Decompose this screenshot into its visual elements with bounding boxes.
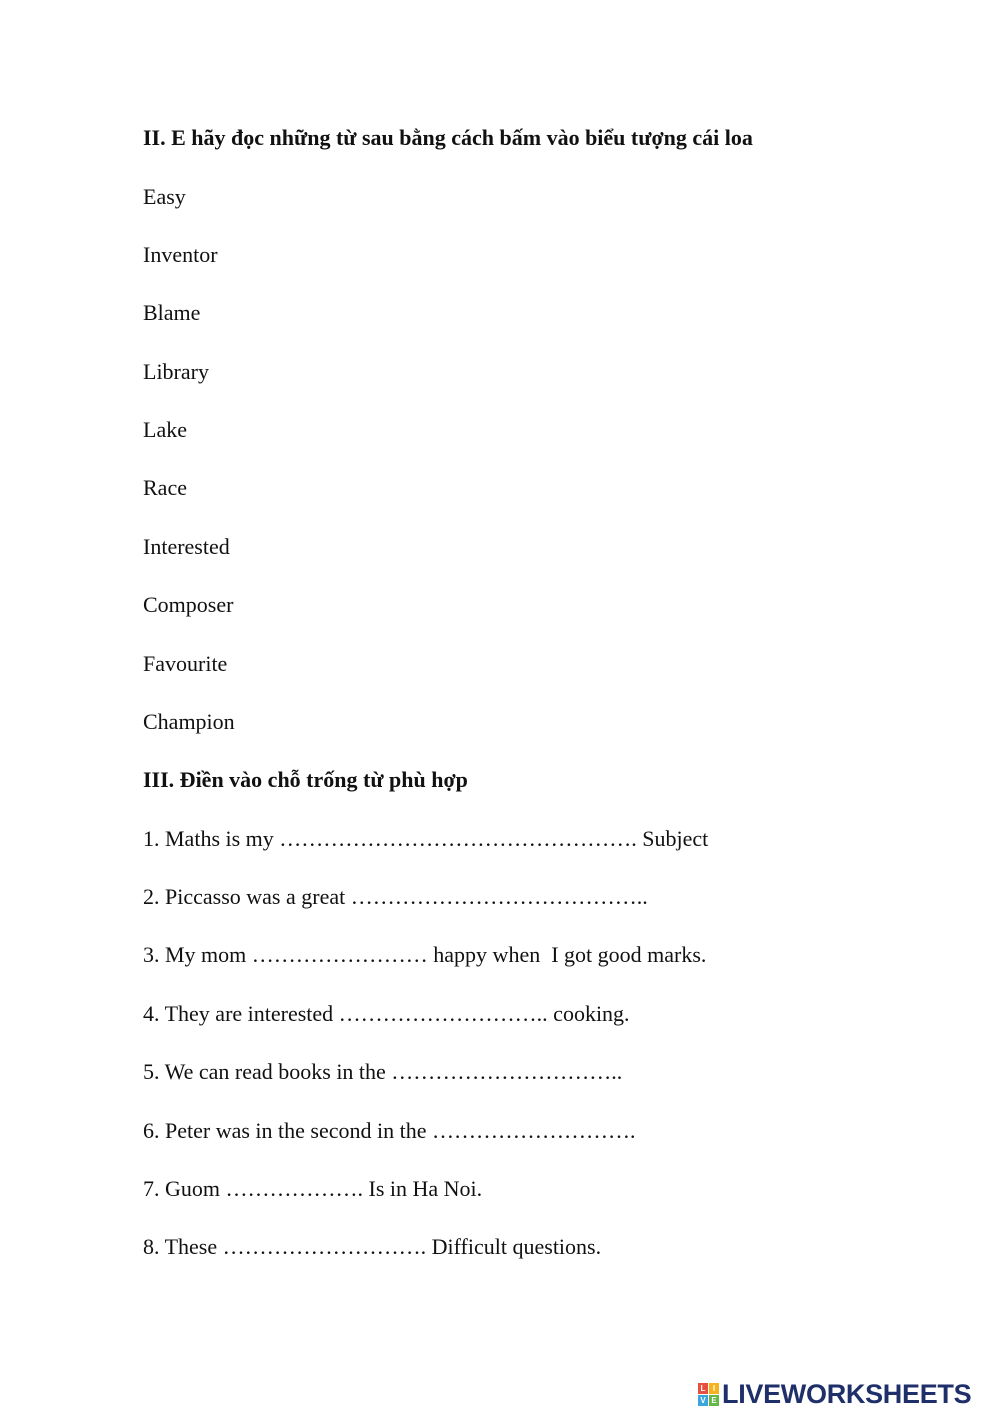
logo-letter-l: L bbox=[698, 1383, 708, 1394]
word-item: Composer bbox=[143, 592, 234, 617]
fill-blank-item: 8. These ………………………. Difficult questions. bbox=[143, 1234, 602, 1259]
word-item: Lake bbox=[143, 417, 187, 442]
word-item: Inventor bbox=[143, 242, 218, 267]
word-item: Library bbox=[143, 359, 209, 384]
liveworksheets-logo[interactable] bbox=[698, 1377, 971, 1411]
fill-blank-item: 3. My mom …………………… happy when I got good marks. bbox=[143, 942, 707, 967]
word-item: Blame bbox=[143, 300, 201, 325]
logo-letter-e: E bbox=[709, 1395, 719, 1406]
liveworksheets-logo-icon bbox=[698, 1383, 719, 1406]
fill-blank-item: 2. Piccasso was a great ………………………………….. bbox=[143, 884, 648, 909]
word-item: Race bbox=[143, 475, 187, 500]
word-item: Favourite bbox=[143, 651, 228, 676]
fill-blank-item: 5. We can read books in the ………………………….. bbox=[143, 1059, 623, 1084]
liveworksheets-logo-text: LIVEWORKSHEETS bbox=[722, 1378, 972, 1409]
section-2-heading: II. E hãy đọc những từ sau bằng cách bấm vào biểu tượng cái loa bbox=[143, 125, 753, 150]
fill-blank-item: 1. Maths is my …………………………………………. Subject bbox=[143, 826, 709, 851]
section-3-heading: III. Điền vào chỗ trống từ phù hợp bbox=[143, 767, 468, 792]
word-item: Easy bbox=[143, 184, 186, 209]
logo-letter-v: V bbox=[698, 1395, 708, 1406]
logo-letter-i: I bbox=[709, 1383, 719, 1394]
fill-blank-item: 6. Peter was in the second in the ………………………. bbox=[143, 1118, 636, 1143]
word-item: Interested bbox=[143, 534, 230, 559]
word-item: Champion bbox=[143, 709, 235, 734]
fill-blank-item: 7. Guom ………………. Is in Ha Noi. bbox=[143, 1176, 483, 1201]
fill-blank-item: 4. They are interested ……………………….. cooking. bbox=[143, 1001, 630, 1026]
